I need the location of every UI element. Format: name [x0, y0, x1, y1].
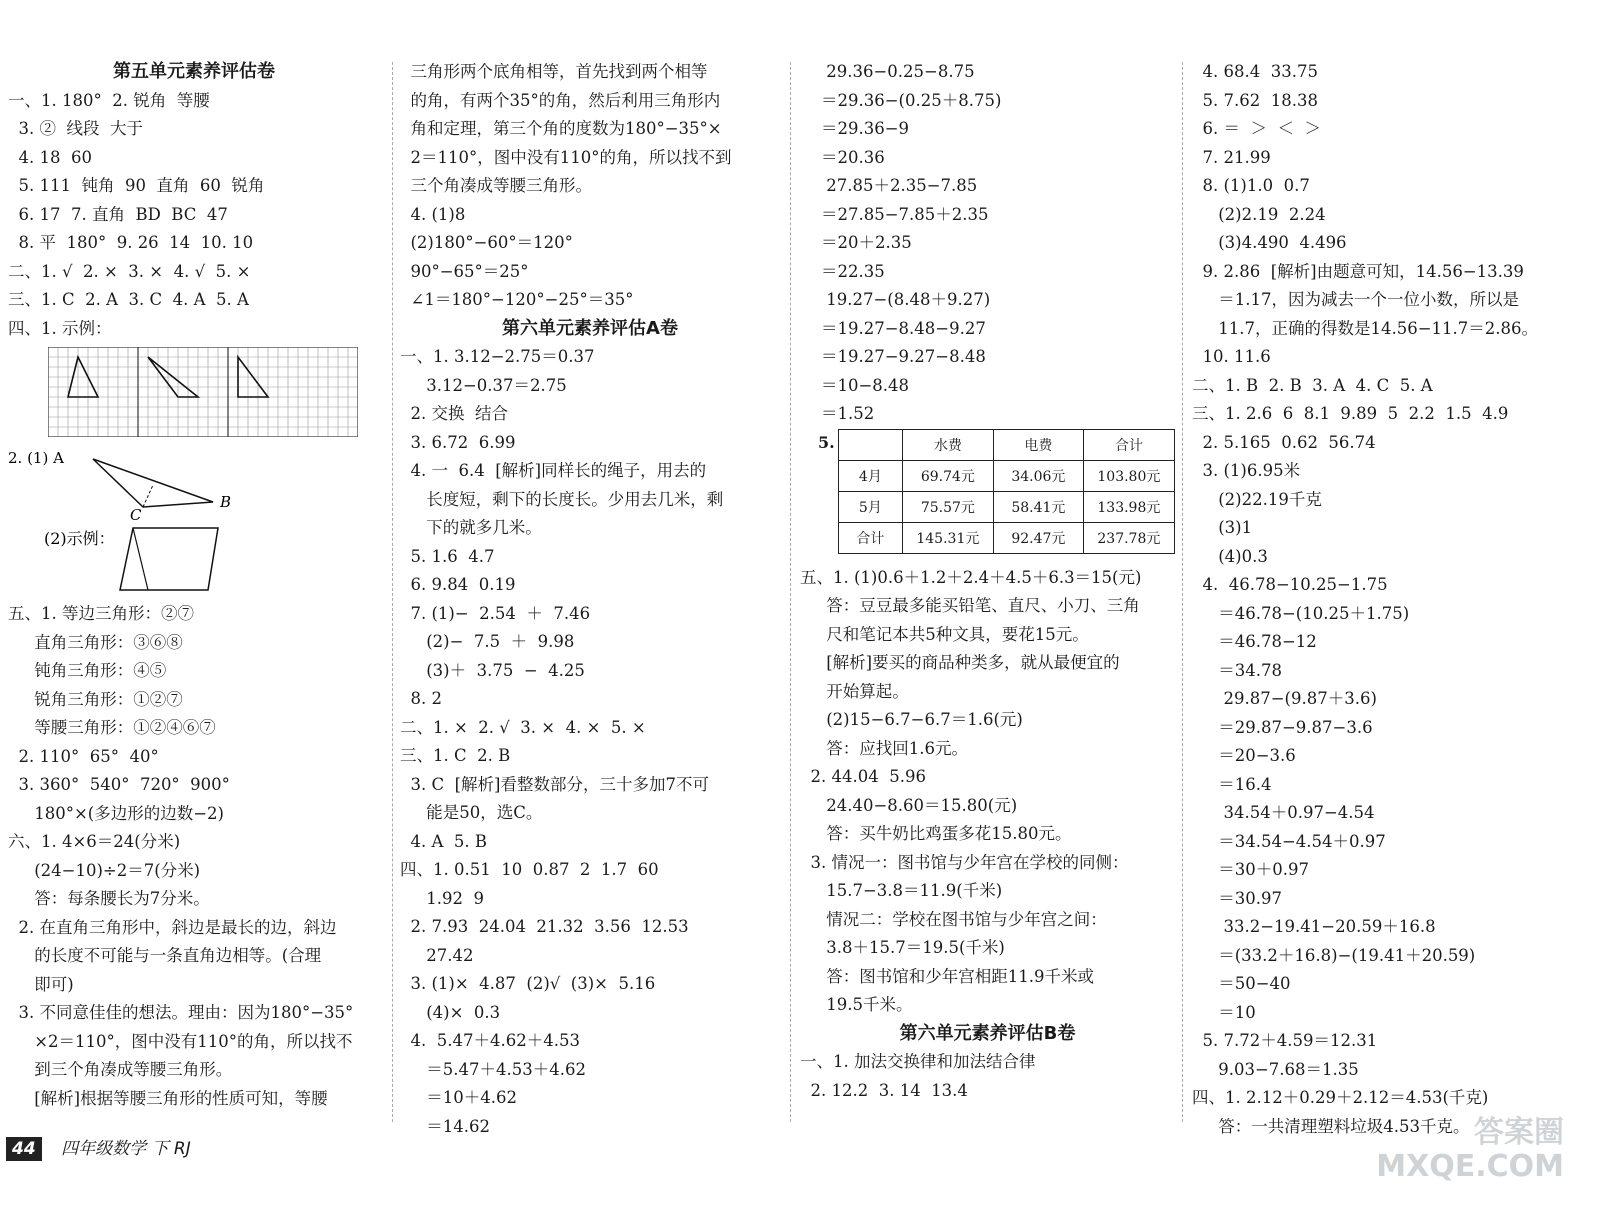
- answer-line: 11.7，正确的得数是14.56−11.7＝2.86。: [1192, 318, 1539, 338]
- answer-line: 3. 不同意佳佳的想法。理由：因为180°−35°: [8, 1003, 354, 1022]
- answer-line: 180°×(多边形的边数−2): [8, 803, 224, 823]
- answer-line: 答：豆豆最多能买铅笔、直尺、小刀、三角: [800, 596, 1140, 615]
- answer-line: 3.12−0.37＝2.75: [400, 375, 567, 395]
- answer-line: [解析]根据等腰三角形的性质可知，等腰: [8, 1088, 328, 1108]
- answer-line: 8. 平 180° 9. 26 14 10. 10: [8, 233, 254, 252]
- answer-line: 一、1. 3.12−2.75＝0.37: [400, 347, 595, 366]
- answer-line: 一、1. 加法交换律和加法结合律: [800, 1052, 1036, 1071]
- answer-line: 2＝110°，图中没有110°的角，所以找不到: [400, 147, 732, 167]
- answer-line: ＝10−8.48: [800, 375, 910, 395]
- answer-line: 四、1. 示例：: [8, 318, 112, 338]
- page-number: 44: [6, 1137, 42, 1161]
- answer-line: 答：每条腰长为7分米。: [8, 889, 210, 908]
- answer-line: ＝46.78−(10.25＋1.75): [1192, 603, 1410, 623]
- answer-line: ＝14.62: [400, 1116, 490, 1136]
- table-cell: 103.80元: [1083, 460, 1174, 491]
- answer-line: 7. (1)− 2.54 ＋ 7.46: [400, 603, 591, 623]
- answer-line: 4. 68.4 33.75: [1192, 62, 1318, 81]
- answer-line: 下的就多几米。: [400, 518, 542, 537]
- answer-line: 四、1. 0.51 10 0.87 2 1.7 60: [400, 860, 659, 879]
- question-number: 5.: [818, 432, 835, 452]
- table-cell: 电费: [993, 429, 1083, 460]
- answer-line: 6. ＝ ＞ ＜ ＞: [1192, 119, 1321, 138]
- table-cell: 水费: [902, 429, 993, 460]
- answer-line: 开始算起。: [800, 681, 909, 701]
- table-cell: 5月: [839, 491, 903, 522]
- answer-line: 15.7−3.8＝11.9(千米): [800, 881, 1003, 900]
- answer-line: 五、1. 等边三角形：②⑦: [8, 604, 194, 623]
- answer-line: ＝1.52: [800, 404, 875, 423]
- answer-line: 答：买牛奶比鸡蛋多花15.80元。: [800, 824, 1072, 843]
- answer-line: ＝20＋2.35: [800, 233, 912, 252]
- table-cell: 145.31元: [902, 522, 993, 553]
- parallelogram-figure: [8, 526, 368, 596]
- grid-triangle-figure: [48, 347, 358, 437]
- answer-line: 能是50，选C。: [400, 803, 543, 822]
- answer-line: 8. (1)1.0 0.7: [1192, 176, 1310, 195]
- answer-line: 4. 5.47＋4.62＋4.53: [400, 1031, 580, 1050]
- answer-line: 5. 111 钝角 90 直角 60 锐角: [8, 176, 265, 195]
- triangle-label: 2. (1) A: [8, 449, 64, 467]
- answer-line: 4. (1)8: [400, 204, 466, 224]
- column-divider: [392, 62, 393, 1122]
- answer-line: 尺和笔记本共5种文具，要花15元。: [800, 624, 1089, 644]
- table-cell: 34.06元: [993, 460, 1083, 491]
- answer-line: ＝20.36: [800, 147, 885, 167]
- answer-line: 2. 5.165 0.62 56.74: [1192, 432, 1376, 452]
- answer-line: 9. 2.86 [解析]由题意可知，14.56−13.39: [1192, 261, 1524, 281]
- answer-line: 3. (1)× 4.87 (2)√ (3)× 5.16: [400, 974, 656, 993]
- answer-line: 角和定理，第三个角的度数为180°−35°×: [400, 119, 722, 138]
- answer-line: ＝27.85−7.85＋2.35: [800, 204, 989, 224]
- answer-line: 3. 360° 540° 720° 900°: [8, 775, 230, 794]
- answer-line: 33.2−19.41−20.59＋16.8: [1192, 917, 1436, 936]
- answer-line: 二、1. √ 2. × 3. × 4. √ 5. ×: [8, 261, 251, 281]
- answer-line: 9.03−7.68＝1.35: [1192, 1059, 1359, 1079]
- answer-column-1: [8, 58, 380, 1113]
- answer-line: ×2＝110°，图中没有110°的角，所以找不: [8, 1031, 353, 1051]
- answer-line: ＝1.17，因为减去一个一位小数，所以是: [1192, 290, 1519, 309]
- answer-line: ＝16.4: [1192, 774, 1272, 794]
- answer-line: ＝10＋4.62: [400, 1088, 517, 1107]
- answer-line: ＝22.35: [800, 261, 885, 281]
- answer-line: 3. 情况一：图书馆与少年宫在学校的同侧：: [800, 852, 1129, 872]
- answer-line: 8. 2: [400, 689, 442, 708]
- answer-column-2: [400, 58, 780, 1141]
- answer-line: ＝46.78−12: [1192, 632, 1317, 651]
- table-row: [839, 491, 1175, 522]
- watermark: [1376, 1116, 1564, 1184]
- answer-line: 的角，有两个35°的角，然后利用三角形内: [400, 90, 721, 110]
- answer-line: 90°−65°＝25°: [400, 261, 529, 281]
- answer-line: (24−10)÷2＝7(分米): [8, 860, 201, 880]
- section-title: 第六单元素养评估B卷: [899, 1022, 1076, 1044]
- table-cell: 75.57元: [902, 491, 993, 522]
- triangle-label: C: [130, 506, 142, 522]
- answer-line: 三、1. C 2. B: [400, 746, 511, 765]
- answer-line: 4. 一 6.4 [解析]同样长的绳子，用去的: [400, 461, 707, 480]
- answer-line: 3. 6.72 6.99: [400, 432, 516, 452]
- answer-line: ＝19.27−9.27−8.48: [800, 347, 986, 366]
- answer-column-4: [1192, 58, 1592, 1141]
- answer-line: ＝34.54−4.54＋0.97: [1192, 831, 1386, 851]
- triangle-label: B: [220, 493, 232, 511]
- table-cell: 237.78元: [1083, 522, 1174, 553]
- answer-line: 4. 46.78−10.25−1.75: [1192, 575, 1388, 594]
- section-title: 第五单元素养评估卷: [113, 61, 275, 82]
- answer-line: 4. 18 60: [8, 147, 92, 167]
- answer-line: 19.5千米。: [800, 995, 913, 1014]
- answer-line: 等腰三角形：①②④⑥⑦: [8, 718, 216, 737]
- obtuse-triangle-figure: [8, 447, 368, 522]
- answer-line: 34.54＋0.97−4.54: [1192, 803, 1375, 822]
- answer-column-3: [800, 58, 1175, 1105]
- answer-line: 1.92 9: [400, 888, 484, 908]
- answer-line: 三角形两个底角相等，首先找到两个相等: [400, 62, 708, 81]
- answer-line: 3. C [解析]看整数部分，三十多加7不可: [400, 774, 709, 794]
- answer-line: (2)2.19 2.24: [1192, 204, 1326, 224]
- answer-line: 10. 11.6: [1192, 347, 1271, 366]
- answer-line: (2)22.19千克: [1192, 489, 1322, 509]
- table-cell: 69.74元: [902, 460, 993, 491]
- answer-line: 一、1. 180° 2. 锐角 等腰: [8, 90, 210, 110]
- answer-line: 5. 1.6 4.7: [400, 546, 495, 566]
- answer-line: 二、1. × 2. √ 3. × 4. × 5. ×: [400, 717, 646, 737]
- answer-line: ＝34.78: [1192, 660, 1282, 680]
- answer-line: 2. 7.93 24.04 21.32 3.56 12.53: [400, 917, 689, 936]
- answer-line: ＝29.36−9: [800, 119, 910, 138]
- answer-line: (4)0.3: [1192, 546, 1268, 566]
- answer-line: ＝10: [1192, 1002, 1256, 1022]
- table-row: [839, 460, 1175, 491]
- column-divider: [1182, 62, 1183, 1122]
- answer-line: ＝20−3.6: [1192, 746, 1296, 765]
- answer-line: 6. 17 7. 直角 BD BC 47: [8, 204, 228, 224]
- answer-line: 2. 交换 结合: [400, 404, 508, 423]
- fee-table-block: [800, 429, 1175, 554]
- answer-line: 三个角凑成等腰三角形。: [400, 176, 592, 195]
- answer-line: 钝角三角形：④⑤: [8, 661, 167, 680]
- answer-line: 直角三角形：③⑥⑧: [8, 632, 183, 652]
- answer-line: 2. 在直角三角形中，斜边是最长的边，斜边: [8, 917, 337, 937]
- answer-line: 29.36−0.25−8.75: [800, 62, 975, 81]
- answer-line: 三、1. C 2. A 3. C 4. A 5. A: [8, 290, 249, 309]
- answer-line: 19.27−(8.48＋9.27): [800, 290, 991, 309]
- answer-line: ＝19.27−8.48−9.27: [800, 318, 986, 338]
- section-title: 第六单元素养评估A卷: [502, 317, 678, 339]
- answer-line: ＝50−40: [1192, 974, 1291, 993]
- table-cell: 合计: [1083, 429, 1174, 460]
- answer-line: 27.42: [400, 945, 474, 965]
- answer-line: 即可): [8, 974, 74, 994]
- answer-line: 四、1. 2.12＋0.29＋2.12＝4.53(千克): [1192, 1088, 1489, 1107]
- answer-line: 7. 21.99: [1192, 147, 1271, 167]
- answer-line: (2)15−6.7−6.7＝1.6(元): [800, 710, 1023, 729]
- table-cell: [839, 429, 903, 460]
- table-row: [839, 522, 1175, 553]
- answer-line: ∠1＝180°−120°−25°＝35°: [400, 290, 634, 309]
- answer-line: 3. ② 线段 大于: [8, 119, 143, 138]
- answer-line: 答：一共清理塑料垃圾4.53千克。: [1192, 1116, 1470, 1136]
- answer-line: 27.85＋2.35−7.85: [800, 176, 978, 195]
- answer-line: [解析]要买的商品种类多，就从最便宜的: [800, 653, 1120, 672]
- watermark-url: MXQE.COM: [1376, 1149, 1564, 1184]
- answer-line: (3)4.490 4.496: [1192, 233, 1347, 252]
- answer-line: ＝30＋0.97: [1192, 860, 1309, 879]
- fee-table: [838, 429, 1175, 554]
- answer-line: 29.87−(9.87＋3.6): [1192, 689, 1377, 708]
- answer-line: 五、1. (1)0.6＋1.2＋2.4＋4.5＋6.3＝15(元): [800, 567, 1142, 587]
- answer-line: ＝29.36−(0.25＋8.75): [800, 90, 1002, 110]
- answer-line: 4. A 5. B: [400, 831, 487, 851]
- answer-line: 情况二：学校在图书馆与少年宫之间：: [800, 909, 1107, 929]
- table-cell: 4月: [839, 460, 903, 491]
- table-cell: 58.41元: [993, 491, 1083, 522]
- answer-line: (2)180°−60°＝120°: [400, 233, 573, 252]
- answer-line: ＝5.47＋4.53＋4.62: [400, 1059, 586, 1079]
- table-cell: 合计: [839, 522, 903, 553]
- answer-line: ＝29.87−9.87−3.6: [1192, 717, 1373, 737]
- answer-line: 5. 7.72＋4.59＝12.31: [1192, 1031, 1378, 1050]
- answer-line: 24.40−8.60＝15.80(元): [800, 795, 1018, 815]
- answer-line: 2. 12.2 3. 14 13.4: [800, 1080, 968, 1100]
- answer-line: 答：应找回1.6元。: [800, 738, 968, 758]
- answer-line: ＝(33.2＋16.8)−(19.41＋20.59): [1192, 945, 1476, 965]
- answer-line: 的长度不可能与一条直角边相等。(合理: [8, 946, 322, 965]
- answer-line: 答：图书馆和少年宫相距11.9千米或: [800, 966, 1094, 986]
- answer-line: 三、1. 2.6 6 8.1 9.89 5 2.2 1.5 4.9: [1192, 404, 1509, 423]
- figure-label: (2)示例：: [44, 529, 115, 548]
- answer-line: 到三个角凑成等腰三角形。: [8, 1060, 233, 1079]
- page-footer: [6, 1134, 191, 1159]
- column-divider: [790, 62, 791, 1122]
- answer-line: ＝30.97: [1192, 888, 1282, 908]
- answer-line: (3)1: [1192, 518, 1253, 537]
- table-header-row: [839, 429, 1175, 460]
- answer-line: 长度短，剩下的长度长。少用去几米，剩: [400, 489, 724, 509]
- answer-line: 2. 44.04 5.96: [800, 767, 926, 786]
- answer-line: 六、1. 4×6＝24(分米): [8, 832, 181, 851]
- answer-line: 锐角三角形：①②⑦: [8, 689, 183, 709]
- answer-line: 二、1. B 2. B 3. A 4. C 5. A: [1192, 375, 1433, 395]
- answer-line: 6. 9.84 0.19: [400, 575, 516, 594]
- answer-line: 3.8＋15.7＝19.5(千米): [800, 938, 1005, 957]
- answer-line: 5. 7.62 18.38: [1192, 90, 1318, 110]
- answer-line: 3. (1)6.95米: [1192, 461, 1301, 480]
- answer-line: 2. 110° 65° 40°: [8, 746, 159, 766]
- answer-line: (2)− 7.5 ＋ 9.98: [400, 632, 575, 651]
- table-cell: 92.47元: [993, 522, 1083, 553]
- answer-line: (3)＋ 3.75 − 4.25: [400, 660, 585, 680]
- answer-line: (4)× 0.3: [400, 1002, 501, 1022]
- book-title: 四年级数学 下 RJ: [61, 1139, 191, 1159]
- watermark-logo: 答案圈: [1474, 1115, 1564, 1150]
- table-cell: 133.98元: [1083, 491, 1174, 522]
